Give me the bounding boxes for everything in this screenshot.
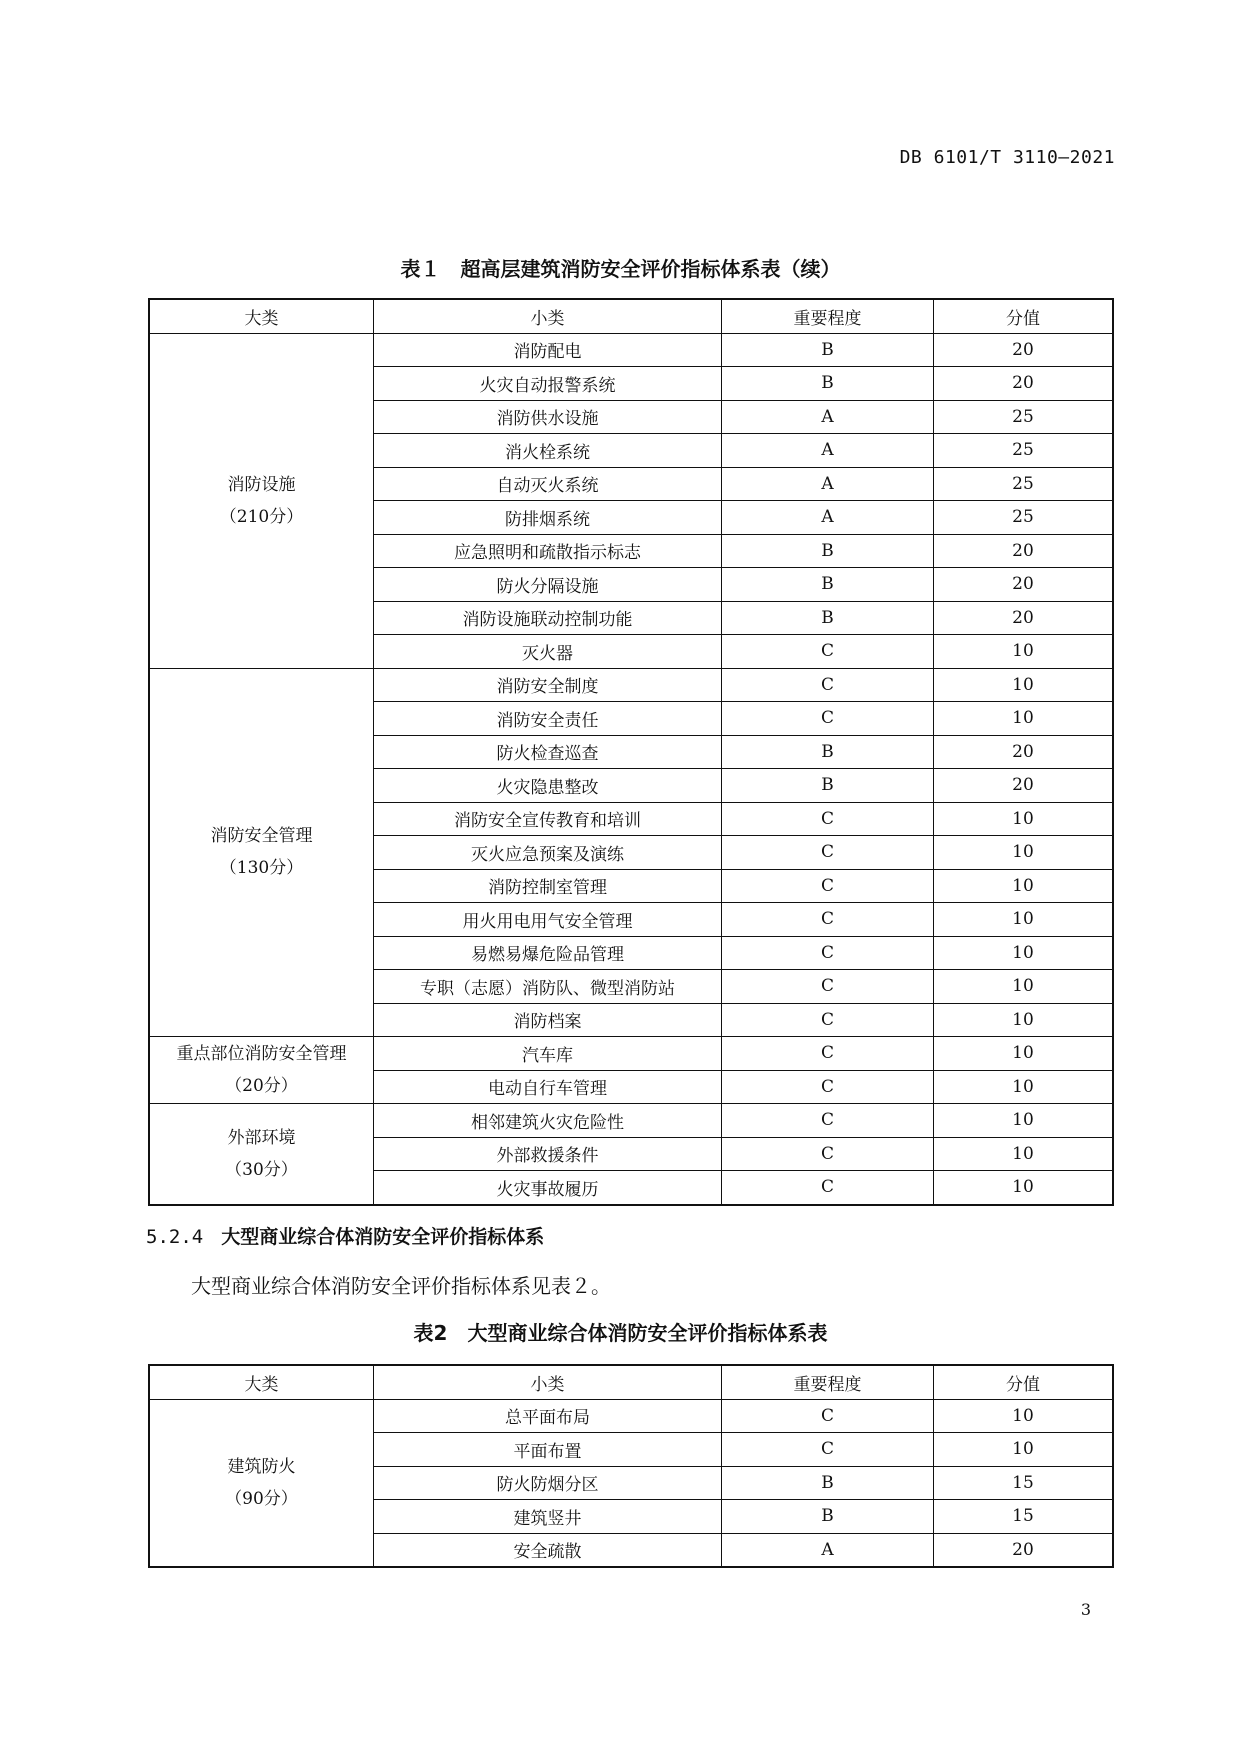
- subcategory-cell: 消防安全责任: [374, 702, 722, 736]
- score-cell: 10: [934, 836, 1114, 870]
- category-cell: [149, 1399, 374, 1567]
- importance-cell: C: [722, 668, 934, 702]
- score-cell: 20: [934, 534, 1114, 568]
- importance-cell: C: [722, 1137, 934, 1171]
- subcategory-cell: 电动自行车管理: [374, 1070, 722, 1104]
- importance-cell: B: [722, 534, 934, 568]
- category-name: 消防安全管理: [210, 826, 313, 847]
- importance-cell: C: [722, 903, 934, 937]
- score-cell: 15: [934, 1466, 1114, 1500]
- importance-cell: A: [722, 501, 934, 535]
- table2: [148, 1364, 1114, 1568]
- score-cell: 10: [934, 936, 1114, 970]
- importance-cell: C: [722, 836, 934, 870]
- score-cell: 10: [934, 970, 1114, 1004]
- subcategory-cell: 消防安全宣传教育和培训: [374, 802, 722, 836]
- table-row: [149, 1037, 1113, 1071]
- importance-cell: B: [722, 601, 934, 635]
- score-cell: 10: [934, 1037, 1114, 1071]
- importance-cell: C: [722, 702, 934, 736]
- score-cell: 25: [934, 400, 1114, 434]
- category-score: （210分）: [219, 506, 304, 527]
- body-paragraph: 大型商业综合体消防安全评价指标体系见表２。: [191, 1274, 611, 1298]
- subcategory-cell: 平面布置: [374, 1433, 722, 1467]
- subcategory-cell: 建筑竖井: [374, 1500, 722, 1534]
- subcategory-cell: 消防安全制度: [374, 668, 722, 702]
- importance-cell: A: [722, 400, 934, 434]
- table-row: [149, 333, 1113, 367]
- importance-cell: B: [722, 367, 934, 401]
- importance-cell: C: [722, 1433, 934, 1467]
- importance-cell: C: [722, 1399, 934, 1433]
- score-cell: 10: [934, 635, 1114, 669]
- score-cell: 20: [934, 367, 1114, 401]
- subcategory-cell: 汽车库: [374, 1037, 722, 1071]
- page-number: 3: [1080, 1600, 1091, 1619]
- subcategory-cell: 相邻建筑火灾危险性: [374, 1104, 722, 1138]
- col-header-score: 分值: [934, 299, 1114, 333]
- importance-cell: C: [722, 1104, 934, 1138]
- table1-header-row: [149, 299, 1113, 333]
- category-cell: [149, 1037, 374, 1104]
- score-cell: 10: [934, 1104, 1114, 1138]
- score-cell: 20: [934, 1533, 1114, 1567]
- score-cell: 25: [934, 501, 1114, 535]
- subcategory-cell: 消防设施联动控制功能: [374, 601, 722, 635]
- col-header-importance: 重要程度: [722, 299, 934, 333]
- score-cell: 10: [934, 1070, 1114, 1104]
- importance-cell: C: [722, 802, 934, 836]
- score-cell: 10: [934, 1399, 1114, 1433]
- subcategory-cell: 自动灭火系统: [374, 467, 722, 501]
- importance-cell: C: [722, 936, 934, 970]
- score-cell: 10: [934, 1433, 1114, 1467]
- importance-cell: B: [722, 769, 934, 803]
- importance-cell: B: [722, 1466, 934, 1500]
- doc-code: DB 6101/T 3110—2021: [899, 147, 1115, 168]
- importance-cell: C: [722, 970, 934, 1004]
- score-cell: 10: [934, 668, 1114, 702]
- score-cell: 20: [934, 333, 1114, 367]
- col-header-importance: 重要程度: [722, 1365, 934, 1399]
- score-cell: 10: [934, 869, 1114, 903]
- score-cell: 20: [934, 769, 1114, 803]
- category-score: （130分）: [219, 858, 304, 879]
- importance-cell: C: [722, 635, 934, 669]
- score-cell: 10: [934, 802, 1114, 836]
- subcategory-cell: 易燃易爆危险品管理: [374, 936, 722, 970]
- importance-cell: A: [722, 434, 934, 468]
- score-cell: 15: [934, 1500, 1114, 1534]
- col-header-subcategory: 小类: [374, 299, 722, 333]
- category-score: （30分）: [225, 1159, 298, 1180]
- section-title: 大型商业综合体消防安全评价指标体系: [221, 1226, 545, 1248]
- subcategory-cell: 消防控制室管理: [374, 869, 722, 903]
- table2-caption: 表2 大型商业综合体消防安全评价指标体系表: [413, 1321, 828, 1345]
- col-header-score: 分值: [934, 1365, 1114, 1399]
- table-row: [149, 668, 1113, 702]
- score-cell: 10: [934, 1137, 1114, 1171]
- subcategory-cell: 外部救援条件: [374, 1137, 722, 1171]
- subcategory-cell: 应急照明和疏散指示标志: [374, 534, 722, 568]
- subcategory-cell: 消防档案: [374, 1003, 722, 1037]
- importance-cell: B: [722, 1500, 934, 1534]
- subcategory-cell: 灭火应急预案及演练: [374, 836, 722, 870]
- importance-cell: B: [722, 568, 934, 602]
- col-header-subcategory: 小类: [374, 1365, 722, 1399]
- table1-caption: 表１ 超高层建筑消防安全评价指标体系表（续）: [400, 257, 841, 281]
- score-cell: 25: [934, 434, 1114, 468]
- importance-cell: C: [722, 1070, 934, 1104]
- category-cell: [149, 333, 374, 668]
- col-header-category: 大类: [149, 299, 374, 333]
- category-name: 建筑防火: [227, 1456, 296, 1477]
- importance-cell: C: [722, 1003, 934, 1037]
- subcategory-cell: 火灾自动报警系统: [374, 367, 722, 401]
- table-row: [149, 1104, 1113, 1138]
- importance-cell: A: [722, 1533, 934, 1567]
- subcategory-cell: 灭火器: [374, 635, 722, 669]
- score-cell: 25: [934, 467, 1114, 501]
- section-number: 5.2.4: [146, 1226, 204, 1248]
- category-score: （20分）: [225, 1076, 298, 1096]
- category-name: 重点部位消防安全管理: [176, 1044, 347, 1064]
- subcategory-cell: 安全疏散: [374, 1533, 722, 1567]
- score-cell: 10: [934, 903, 1114, 937]
- score-cell: 20: [934, 735, 1114, 769]
- score-cell: 10: [934, 1171, 1114, 1205]
- score-cell: 20: [934, 601, 1114, 635]
- importance-cell: B: [722, 333, 934, 367]
- category-name: 外部环境: [227, 1127, 296, 1148]
- subcategory-cell: 专职（志愿）消防队、微型消防站: [374, 970, 722, 1004]
- table1: [148, 298, 1114, 1206]
- subcategory-cell: 用火用电用气安全管理: [374, 903, 722, 937]
- importance-cell: B: [722, 735, 934, 769]
- table2-header-row: [149, 1365, 1113, 1399]
- subcategory-cell: 火灾事故履历: [374, 1171, 722, 1205]
- importance-cell: C: [722, 1037, 934, 1071]
- section-heading: [146, 1222, 544, 1249]
- importance-cell: A: [722, 467, 934, 501]
- subcategory-cell: 防排烟系统: [374, 501, 722, 535]
- col-header-category: 大类: [149, 1365, 374, 1399]
- subcategory-cell: 总平面布局: [374, 1399, 722, 1433]
- subcategory-cell: 火灾隐患整改: [374, 769, 722, 803]
- subcategory-cell: 消防供水设施: [374, 400, 722, 434]
- subcategory-cell: 消火栓系统: [374, 434, 722, 468]
- score-cell: 20: [934, 568, 1114, 602]
- category-name: 消防设施: [227, 474, 296, 495]
- importance-cell: C: [722, 869, 934, 903]
- subcategory-cell: 消防配电: [374, 333, 722, 367]
- category-score: （90分）: [225, 1488, 298, 1509]
- category-cell: [149, 1104, 374, 1205]
- table-row: [149, 1399, 1113, 1433]
- score-cell: 10: [934, 1003, 1114, 1037]
- subcategory-cell: 防火检查巡查: [374, 735, 722, 769]
- score-cell: 10: [934, 702, 1114, 736]
- importance-cell: C: [722, 1171, 934, 1205]
- subcategory-cell: 防火分隔设施: [374, 568, 722, 602]
- subcategory-cell: 防火防烟分区: [374, 1466, 722, 1500]
- category-cell: [149, 668, 374, 1037]
